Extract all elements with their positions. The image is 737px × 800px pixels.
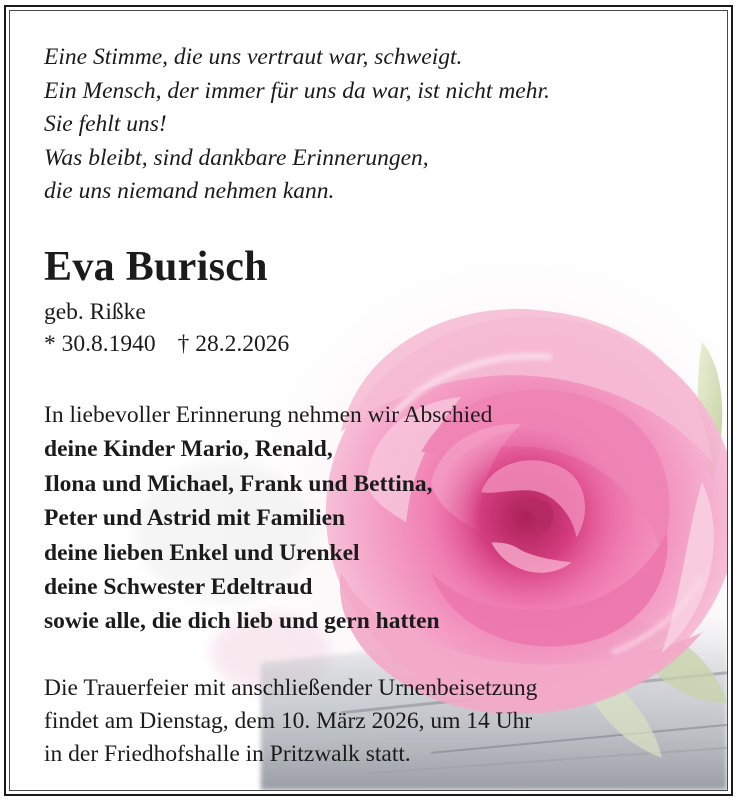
funeral-service-info [44, 672, 537, 771]
maiden-name: geb. Rißke [44, 299, 146, 325]
service-line: in der Friedhofshalle in Pritzwalk statt. [44, 741, 411, 767]
mourner-line: deine Schwester Edeltraud [44, 574, 313, 601]
birth-date: * 30.8.1940 [44, 331, 156, 357]
notice-content [44, 11, 717, 790]
mourner-line: sowie alle, die dich lieb und gern hatten [44, 608, 440, 635]
mourner-line: Ilona und Michael, Frank und Bettina, [44, 470, 433, 497]
obituary-notice [4, 5, 733, 796]
service-line: findet am Dienstag, dem 10. März 2026, um 14 Uhr [44, 708, 533, 734]
poem-line: Eine Stimme, die uns vertraut war, schweigt. [44, 44, 463, 70]
inner-border [9, 10, 728, 791]
farewell-intro: In liebevoller Erinnerung nehmen wir Abschied [44, 402, 493, 428]
mourners-list [44, 398, 492, 639]
poem-line: Sie fehlt uns! [44, 111, 167, 137]
service-line: Die Trauerfeier mit anschließender Urnenbeisetzung [44, 675, 538, 701]
death-date: † 28.2.2026 [177, 331, 290, 357]
poem-line: Was bleibt, sind dankbare Erinnerungen, [44, 144, 429, 171]
mourner-line: deine Kinder Mario, Renald, [44, 436, 333, 463]
deceased-name: Eva Burisch [44, 244, 268, 290]
life-dates [44, 331, 289, 358]
poem-line: Ein Mensch, der immer für uns da war, ist nicht mehr. [44, 77, 550, 104]
poem-line: die uns niemand nehmen kann. [44, 178, 335, 204]
memorial-poem [44, 41, 550, 209]
mourner-line: Peter und Astrid mit Familien [44, 505, 346, 532]
mourner-line: deine lieben Enkel und Urenkel [44, 539, 360, 566]
